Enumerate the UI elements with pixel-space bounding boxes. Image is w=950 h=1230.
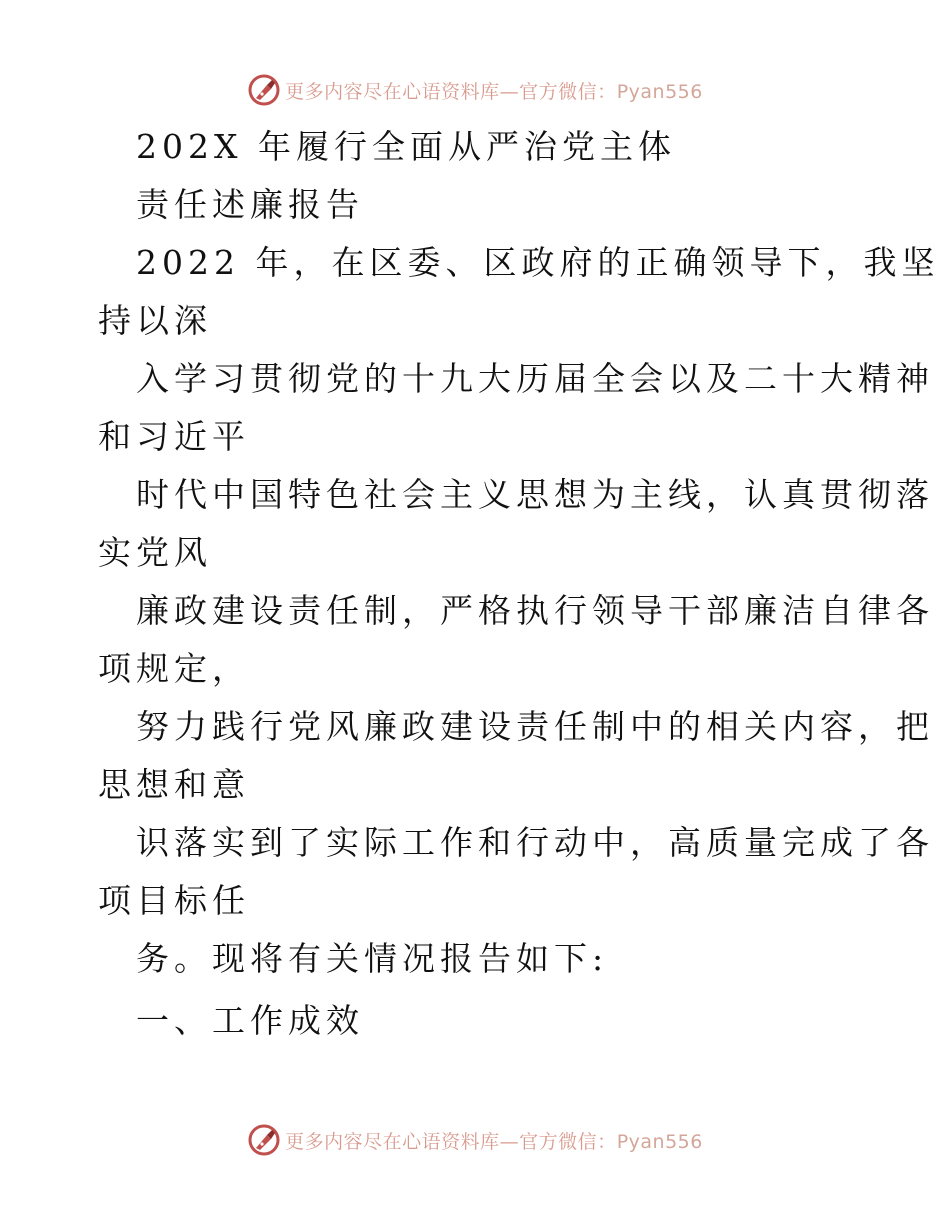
doc-body-line-9: 努力践行党风廉政建设责任制中的相关内容，把 [136,707,934,746]
footer-banner [0,1120,950,1160]
doc-body-line-2: 持以深 [98,301,212,340]
doc-body-line-5: 时代中国特色社会主义思想为主线，认真贯彻落 [136,475,934,514]
doc-body-line-8: 项规定， [98,649,250,688]
header-banner-text [285,77,703,104]
footer-site-name: 更多内容尽在心语资料库 [285,1130,500,1153]
header-wechat-id: Pyan556 [616,80,703,103]
doc-body-line-1: 2022 年，在区委、区政府的正确领导下，我坚 [136,243,940,282]
header-wechat-label: 官方微信： [519,80,617,103]
footer-separator: — [499,1130,520,1153]
pen-nib-circle-icon [247,1123,281,1157]
header-site-name: 更多内容尽在心语资料库 [285,80,500,103]
doc-title-line-1: 202X 年履行全面从严治党主体 [136,127,676,166]
doc-title-line-2: 责任述廉报告 [136,185,364,224]
footer-banner-text [285,1127,703,1154]
doc-body-line-13: 务。现将有关情况报告如下: [136,939,609,978]
doc-body-line-10: 思想和意 [98,765,250,804]
header-banner [0,70,950,110]
header-separator: — [499,80,520,103]
footer-wechat-id: Pyan556 [616,1130,703,1153]
doc-body-line-11: 识落实到了实际工作和行动中，高质量完成了各 [136,823,934,862]
doc-body-line-6: 实党风 [98,533,212,572]
doc-body-line-3: 入学习贯彻党的十九大历届全会以及二十大精神 [136,359,934,398]
doc-body-line-7: 廉政建设责任制，严格执行领导干部廉洁自律各 [136,591,934,630]
section-heading: 一、工作成效 [136,1001,364,1040]
pen-nib-circle-icon [247,73,281,107]
footer-wechat-label: 官方微信： [519,1130,617,1153]
doc-body-line-12: 项目标任 [98,881,250,920]
doc-body-line-4: 和习近平 [98,417,250,456]
